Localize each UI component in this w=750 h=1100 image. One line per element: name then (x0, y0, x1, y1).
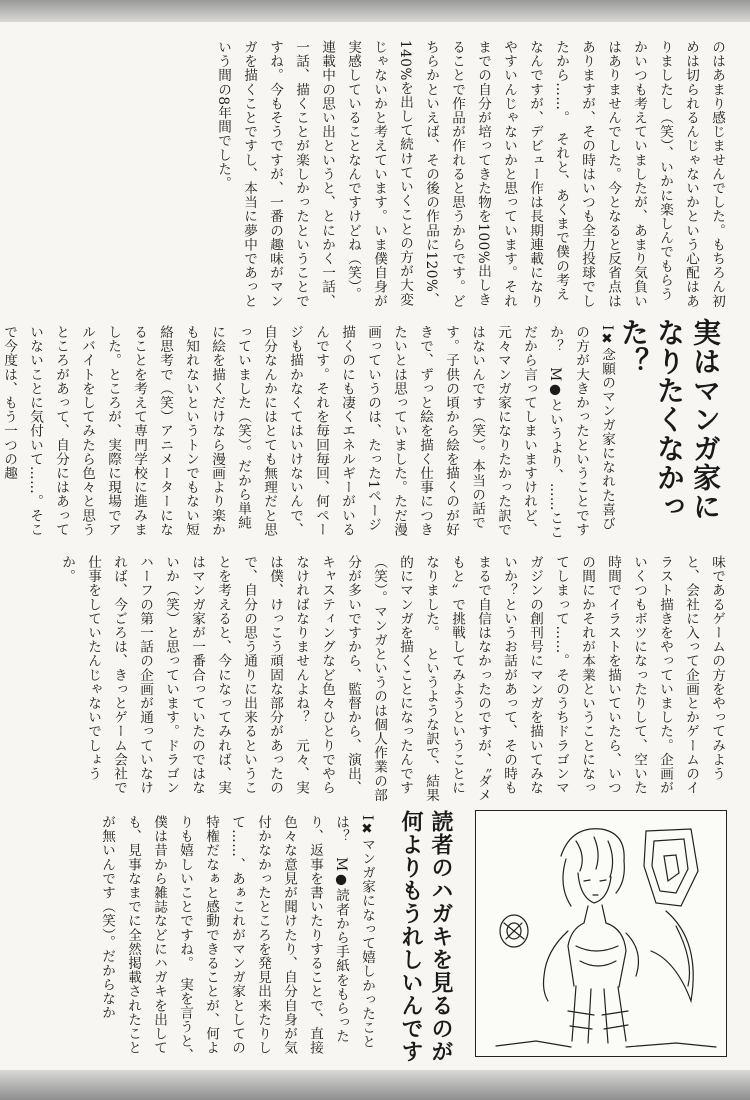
bottom-scan-band (0, 1070, 750, 1100)
article-text-lower-left (20, 555, 440, 805)
article-text-top-left (20, 40, 400, 315)
section-heading-1: 実はマンガ家になりたくなかった？ (617, 318, 722, 521)
article-text-lower (59, 555, 730, 805)
article-text-top-right (215, 40, 730, 315)
article-text-bottom-left (20, 815, 380, 1065)
article-text-middle (1, 325, 620, 540)
paragraph: I✖マンガ家になって嬉しかったことは？ M●読者から手紙をもらったり、返事を書いたりすることで、直接色々な意見が聞けたり、自分自身が気付かなかったところを発見出来たりして……、あぁこれがマンガ家としての特権だなぁと感動できることが、何よりも嬉しいことですね。 実を言うと、僕は昔から雑誌などにハガキを出しても、見事なまでに全然掲載されたことが無いんです（笑）。だからなか (99, 815, 375, 1062)
top-scan-band (0, 0, 750, 22)
paragraph: 味であるゲームの方をやってみようと、会社に入って企画とかゲームのイラスト描きをやっていました。企画がいくつもボツになったりして、空いた時間でイラストを描いていたら、いつの間にかそれが本業ということになってしまって……。そのうちドラゴンマガジンの創刊号にマンガを描いてみないか？というお話があって、その時もまるで自信はなかったのですが、〝ダメもと〟で挑戦してみようということになりました。 というような訳で、結果的にマンガを描くことになったんです（笑）。マンガというのは個人作業の部分が多いですから、監督から、演出、キャスティングなど色々ひとりでやらなければなりませんよね？ 元々、実は僕、けっこう頑固な部分があったので、自分の思う通りに出来るということを考えると、今になってみれば、実はマンガ家が一番合っていたのではないか（笑）と思っています。ドラゴンハーフの第一話の企画が通っていなければ、今ごろは、きっとゲーム会社で仕事をしていたんじゃないでしょうか。 (59, 555, 725, 802)
character-sketch-illustration (475, 810, 727, 1057)
paragraph: のはあまり感じませんでした。もちろん初めは切られるんじゃないかという心配はありましたし（笑）、いかに楽しんでもらうかいつも考えていましたが、あまり気負いはありませんでした。今となると反省点はありますが、その時はいつも全力投球でしたから……。 それと、あくまで僕の考えなんですが、デビュー作は長期連載になりやすいんじゃないかと思っています。それまでの自分が培ってきた物を100%出しきることで作品が作れると思うからです。どちらかといえば、その後の作品に120%、140%を出して続けていくことの方が大変じゃないかと考えています。いま僕自身が実感していることなんですけどね（笑）。 連載中の思い出というと、とにかく一話、一話、描くことが楽しかったということですね。今もそうですが、一番の趣味がマンガを描くことですし、本当に夢中であっという間の8年間でした。 (215, 40, 725, 309)
sketch-drawing (476, 811, 726, 1056)
paragraph: I✖念願のマンガ家になれた喜びの方が大きかったということですか？ M●というより、……ここだから言ってしまいますけれど、元々マンガ家になりたかった訳ではないんです（笑）。本当の話です。子供の頃から絵を描くのが好きで、ずっと絵を描く仕事につきたいとは思っていました。ただ漫画っていうのは、たった1ページ描くのにも凄くエネルギーがいるんです。それを毎回毎回、何ページも描かなくてはいけないんで、自分なんかにはとても無理だと思っていました（笑）。だから単純に絵を描くだけなら漫画より楽かも知れないというトンでもない短絡思考で（笑）アニメーターになることを考えて専門学校に進みました。ところが、実際に現場でアルバイトをしてみたら色々と思うところがあって、自分にはあっていないことに気付いて……。そこで今度は、もう一つの趣 (1, 325, 615, 540)
section-heading-2: 読者のハガキを見るのが何よりもうれしいんです (398, 810, 453, 1063)
